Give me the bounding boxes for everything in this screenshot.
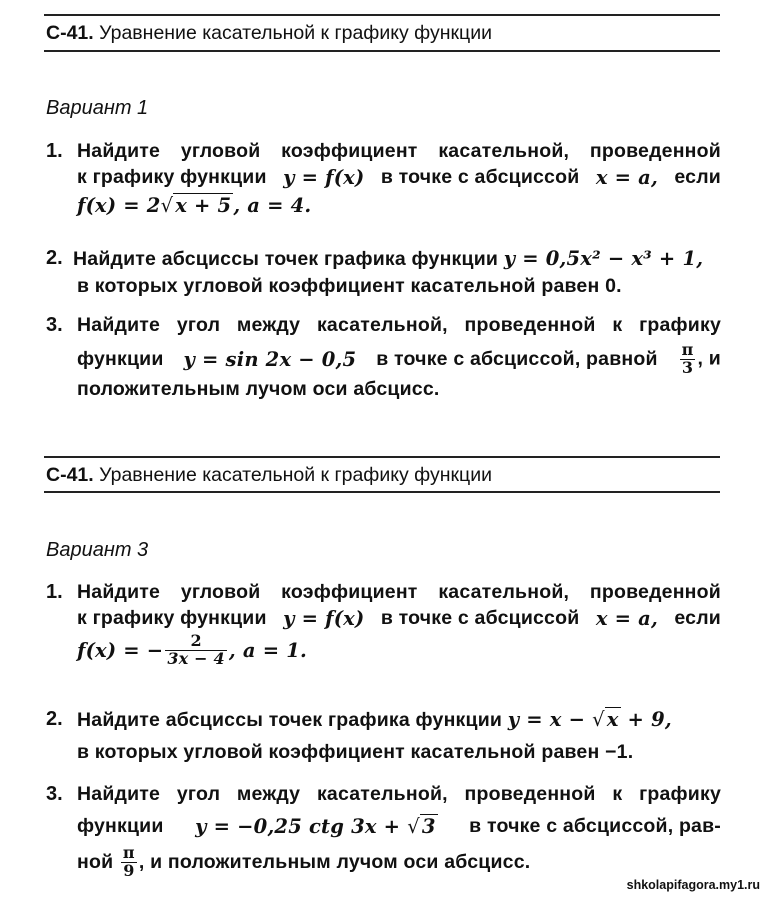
problem-line: Найдите абсциссы точек графика функции y = 0,5x² − x³ + 1, [73,247,704,270]
problem-number: 1. [46,581,63,603]
formula: y = −0,25 ctg 3x + [195,815,408,838]
formula: y = f(x) [283,166,365,189]
problem-number: 3. [46,314,63,336]
problem-line: f(x) = 2√ x + 5 , a = 4. [77,194,312,217]
problem-line: Найдите угол между касательной, проведенной к графику [77,314,721,336]
sqrt-expression: √ 3 [407,815,436,838]
problem-line: в которых угловой коэффициент касательной равен 0. [77,275,622,297]
problem-number: 1. [46,140,63,162]
header-bottom-rule [44,491,720,493]
variant-label: Вариант 3 [46,539,149,561]
problem-line: ной $\frac{\pi}{9}$ , и положительным лучом оси абсцисс. [77,843,531,880]
sqrt-expression: √ x + 5 [160,194,232,217]
header-top-rule [44,456,720,458]
formula: f(x) = 2 [77,194,161,217]
sqrt-expression: √ x [592,708,619,731]
section-header [46,22,492,45]
problem-line: Найдите угловой коэффициент касательной, проведенной [77,140,721,162]
problem-line: к графику функции y = f(x) в точке с абсциссой x = a, если [77,166,721,189]
problem-line: в которых угловой коэффициент касательной равен −1. [77,741,634,763]
variant-label: Вариант 1 [46,97,149,119]
watermark: shkolapifagora.my1.ru [626,878,760,892]
formula: y = 0,5x² − x³ + 1, [503,247,704,270]
formula: y = sin 2x − 0,5 [183,347,357,371]
problem-line: Найдите угол между касательной, проведенной к графику [77,783,721,805]
fraction: $\frac{\pi}{9}$ [122,843,135,880]
formula: f(x) = − [77,638,164,662]
problem-number: 2. [46,708,63,730]
formula: x = a, [595,607,658,630]
fraction: $\frac{\pi}{3}$ [681,340,694,377]
header-top-rule [44,14,720,16]
problem-line: функции y = −0,25 ctg 3x + √ 3 в точке с абсциссой, рав- [77,815,721,838]
formula: y = f(x) [283,607,365,630]
section-title: Уравнение касательной к графику функции [99,22,492,44]
header-bottom-rule [44,50,720,52]
section-title: Уравнение касательной к графику функции [99,464,492,486]
formula: y = x − [507,708,593,731]
section-code: С-41. [46,464,94,486]
section-code: С-41. [46,22,94,44]
problem-number: 3. [46,783,63,805]
problem-line: Найдите угловой коэффициент касательной, проведенной [77,581,721,603]
problem-line: функции y = sin 2x − 0,5 в точке с абсциссой, равной $\frac{\pi}{3}$ , и [77,340,721,377]
problem-line: f(x) = − $\frac{2}{3x - 4}$ , a = 1. [77,631,307,668]
formula: x = a, [595,166,658,189]
fraction: $\frac{2}{3x - 4}$ [167,631,225,668]
problem-line: положительным лучом оси абсцисс. [77,378,440,400]
problem-line: к графику функции y = f(x) в точке с абсциссой x = a, если [77,607,721,630]
problem-line: Найдите абсциссы точек графика функции y = x − √ x + 9, [77,708,672,731]
problem-number: 2. [46,247,63,269]
section-header [46,464,492,487]
